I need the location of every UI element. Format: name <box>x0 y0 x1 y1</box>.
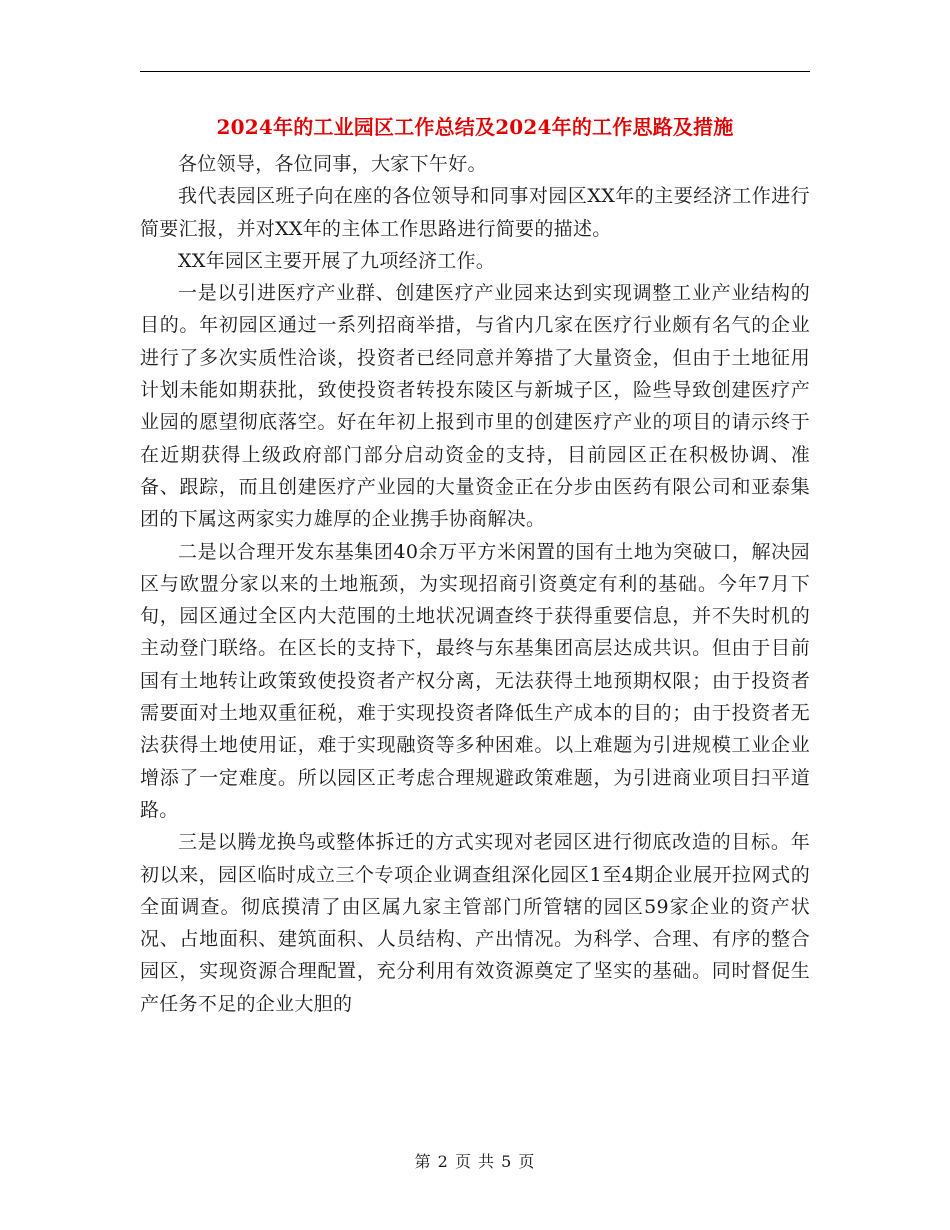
paragraph-intro: 我代表园区班子向在座的各位领导和同事对园区XX年的主要经济工作进行简要汇报，并对XX年的主体工作思路进行简要的描述。 <box>140 185 810 240</box>
paragraph-greeting: 各位领导，各位同事，大家下午好。 <box>178 153 487 175</box>
paragraph-item-2: 二是以合理开发东基集团40余万平方米闲置的国有土地为突破口，解决园区与欧盟分家以来的土地瓶颈，为实现招商引资奠定有利的基础。今年7月下旬，园区通过全区内大范围的土地状况调查终于获得重要信息，并不失时机的主动登门联络。在区长的支持下，最终与东基集团高层达成共识。但由于目前国有土地转让政策致使投资者产权分离，无法获得土地预期权限；由于投资者需要面对土地双重征税，难于实现投资者降低生产成本的目的；由于投资者无法获得土地使用证，难于实现融资等多种困难。以上难题为引进规模工业企业增添了一定难度。所以园区正考虑合理规避政策难题，为引进商业项目扫平道路。 <box>140 540 810 821</box>
document-body <box>140 148 810 1020</box>
paragraph-overview: XX年园区主要开展了九项经济工作。 <box>178 249 496 272</box>
paragraph-item-3: 三是以腾龙换鸟或整体拆迁的方式实现对老园区进行彻底改造的目标。年初以来，园区临时成立三个专项企业调查组深化园区1至4期企业展开拉网式的全面调查。彻底摸清了由区属九家主管部门所管辖的园区59家企业的资产状况、占地面积、建筑面积、人员结构、产出情况。为科学、合理、有序的整合园区，实现资源合理配置，充分利用有效资源奠定了坚实的基础。同时督促生产任务不足的企业大胆的 <box>140 831 810 1015</box>
page-number-footer: 第 2 页 共 5 页 <box>414 1152 536 1171</box>
paragraph-item-1: 一是以引进医疗产业群、创建医疗产业园来达到实现调整工业产业结构的目的。年初园区通过一系列招商举措，与省内几家在医疗行业颇有名气的企业进行了多次实质性洽谈，投资者已经同意并筹措了大量资金，但由于土地征用计划未能如期获批，致使投资者转投东陵区与新城子区，险些导致创建医疗产业园的愿望彻底落空。好在年初上报到市里的创建医疗产业的项目的请示终于在近期获得上级政府部门部分启动资金的支持，目前园区正在积极协调、准备、跟踪，而且创建医疗产业园的大量资金正在分步由医药有限公司和亚泰集团的下属这两家实力雄厚的企业携手协商解决。 <box>140 282 810 531</box>
header-rule <box>140 71 810 72</box>
document-title: 2024年的工业园区工作总结及2024年的工作思路及措施 <box>216 115 734 139</box>
